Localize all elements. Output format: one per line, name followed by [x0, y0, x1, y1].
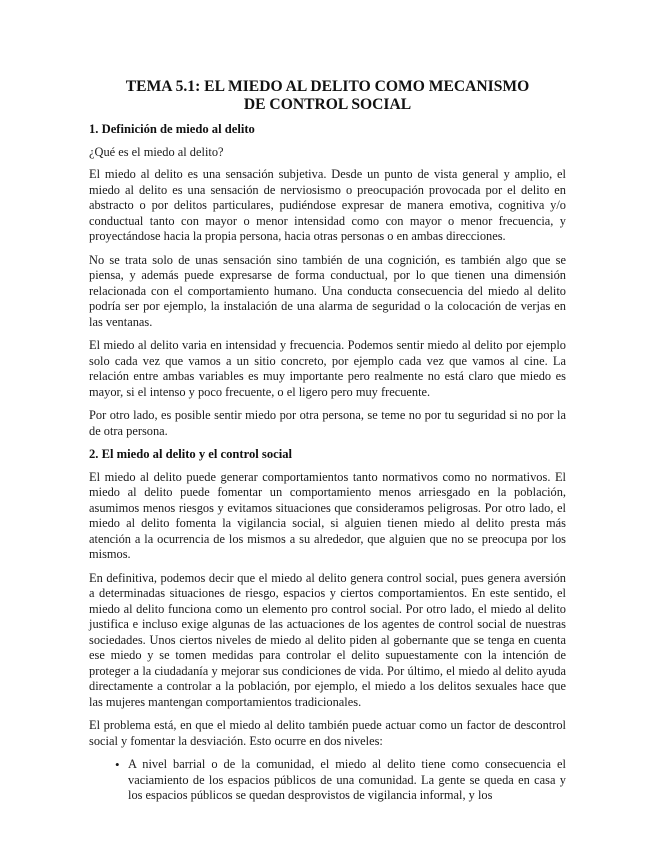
bullet-list	[89, 757, 566, 804]
paragraph: No se trata solo de unas sensación sino también de una cognición, es también algo que se piensa, y además puede expresarse de forma conductual, por lo que tienen una dimensión relacionada con el comportamiento humano. Una conducta consecuencia del miedo al delito podría ser por ejemplo, la instalación de una alarma de seguridad o la colocación de verjas en las ventanas.	[89, 252, 566, 329]
paragraph: El problema está, en que el miedo al delito también puede actuar como un factor de descontrol social y fomentar la desviación. Esto ocurre en dos niveles:	[89, 718, 566, 748]
list-item	[89, 757, 566, 804]
title-line-1: TEMA 5.1: EL MIEDO AL DELITO COMO MECANISMO	[125, 78, 530, 95]
paragraph: El miedo al delito puede generar comportamientos tanto normativos como no normativos. El miedo al delito puede fomentar un comportamiento menos arriesgado en la población, asumimos menos riesgos y evitamos situaciones que consideramos peligrosas. Por otro lado, el miedo al delito fomenta la vigilancia social, si alguien tienen miedo al delito presta más atención a la ocurrencia de los mismos a su alrededor, que alguien que no se preocupa por los mismos.	[89, 469, 566, 561]
title-line-2: DE CONTROL SOCIAL	[243, 96, 412, 113]
list-item-text: A nivel barrial o de la comunidad, el miedo al delito tiene como consecuencia el vaciamiento de los espacios públicos de una comunidad. La gente se queda en casa y los espacios públicos se quedan desprovistos de vigilancia informal, y los	[128, 757, 566, 802]
section-1-question: ¿Qué es el miedo al delito?	[89, 144, 224, 159]
section-1-heading: 1. Definición de miedo al delito	[89, 122, 255, 136]
section-2-heading: 2. El miedo al delito y el control social	[89, 447, 293, 461]
bullet-icon: •	[115, 757, 120, 772]
paragraph: El miedo al delito varia en intensidad y frecuencia. Podemos sentir miedo al delito por ejemplo solo cada vez que vamos a un sitio concreto, por ejemplo cada vez que vamos al cine. La relación entre ambas variables es muy importante pero realmente no está claro que miedo es mayor, si el intenso y poco frecuente, o el ligero pero muy frecuente.	[89, 338, 566, 399]
document-title	[89, 78, 566, 114]
paragraph: Por otro lado, es posible sentir miedo por otra persona, se teme no por tu seguridad si no por la de otra persona.	[89, 408, 566, 438]
paragraph: El miedo al delito es una sensación subjetiva. Desde un punto de vista general y amplio, el miedo al delito es una sensación de nerviosismo o preocupación provocada por el delito en abstracto o por delitos particulares, pudiéndose expresar de manera emotiva, cognitiva y/o conductual tanto con mayor o menor intensidad como con mayor o menor frecuencia, y proyectándose hacia la propia persona, hacia otras personas o en ambas direcciones.	[89, 167, 566, 243]
paragraph: En definitiva, podemos decir que el miedo al delito genera control social, pues genera aversión a determinadas situaciones de riesgo, espacios y ciertos comportamientos. En este sentido, el miedo al delito funciona como un elemento pro control social. Por otro lado, el miedo al delito justifica e incluso exige algunas de las actuaciones de los agentes de control social de nuestras sociedades. Unos ciertos niveles de miedo al delito piden al gobernante que se tenga en cuenta ese miedo y se tomen medidas para controlar el delito supuestamente con la intención de proteger a la ciudadanía y mejorar sus condiciones de vida. Por último, el miedo al delito ayuda directamente a controlar a la población, por ejemplo, el miedo a los delitos sexuales hace que las mujeres mantengan comportamientos tradicionales.	[89, 570, 566, 709]
document-page	[89, 78, 566, 804]
